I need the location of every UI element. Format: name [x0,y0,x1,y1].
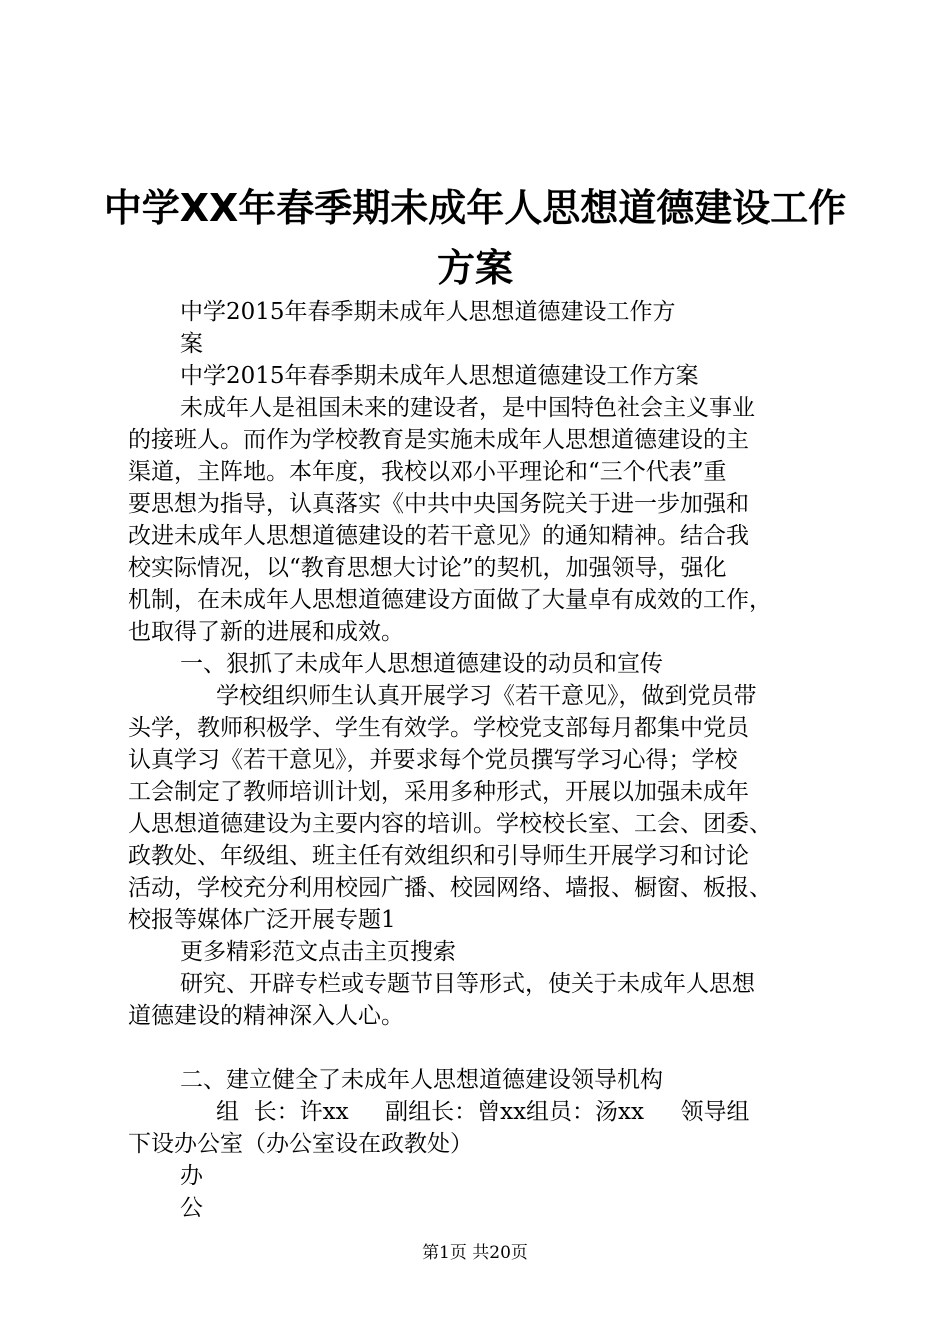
body-line: 渠道，主阵地。本年度，我校以邓小平理论和“三个代表”重 [128,459,727,485]
body-line: 未成年人是祖国未来的建设者，是中国特色社会主义事业 [180,395,755,421]
body-line: 改进未成年人思想道德建设的若干意见》的通知精神。结合我 [128,523,749,549]
body-line: 要思想为指导，认真落实《中共中央国务院关于进一步加强和 [128,491,749,517]
body-line: 道德建设的精神深入人心。 [128,1003,404,1029]
body-line: 也取得了新的进展和成效。 [128,619,404,645]
body-line: 校实际情况，以“教育思想大讨论”的契机，加强领导，强化 [128,555,727,581]
body-line: 办 [180,1163,203,1189]
body-line: 认真学习《若干意见》，并要求每个党员撰写学习心得；学校 [128,747,738,773]
promo-text: 更多精彩范文点击主页搜索 [180,939,456,965]
document-title-line-2: 方案 [436,246,513,290]
body-line: 组 长：许xx 副组长：曾xx组员：汤xx 领导组 [216,1099,750,1125]
document-body [128,296,848,1224]
body-line: 活动，学校充分利用校园广播、校园网络、墙报、橱窗、板报、 [128,875,772,901]
body-line: 案 [180,331,203,357]
section-heading: 一、狠抓了未成年人思想道德建设的动员和宣传 [180,651,663,677]
body-line: 中学2015年春季期未成年人思想道德建设工作方案 [180,363,699,389]
page-footer: 第1页 共20页 [422,1243,528,1263]
document-title-line-1: 中学XX年春季期未成年人思想道德建设工作 [103,186,847,230]
section-heading: 二、建立健全了未成年人思想道德建设领导机构 [180,1067,663,1093]
body-line: 下设办公室（办公室设在政教处） [128,1131,473,1157]
body-line: 政教处、年级组、班主任有效组织和引导师生开展学习和讨论 [128,843,749,869]
body-line: 头学，教师积极学、学生有效学。学校党支部每月都集中党员 [128,715,749,741]
body-line: 人思想道德建设为主要内容的培训。学校校长室、工会、团委、 [128,811,772,837]
body-line: 公 [180,1195,203,1221]
body-line: 中学2015年春季期未成年人思想道德建设工作方 [180,299,676,325]
body-line: 工会制定了教师培训计划，采用多种形式，开展以加强未成年 [128,779,749,805]
blank-line [128,1032,848,1064]
body-line: 机制，在未成年人思想道德建设方面做了大量卓有成效的工作， [128,587,772,613]
body-line: 的接班人。而作为学校教育是实施未成年人思想道德建设的主 [128,427,749,453]
body-line: 学校组织师生认真开展学习《若干意见》，做到党员带 [216,683,757,709]
body-line: 校报等媒体广泛开展专题1 [128,907,396,933]
body-line: 研究、开辟专栏或专题节目等形式，使关于未成年人思想 [180,971,755,997]
